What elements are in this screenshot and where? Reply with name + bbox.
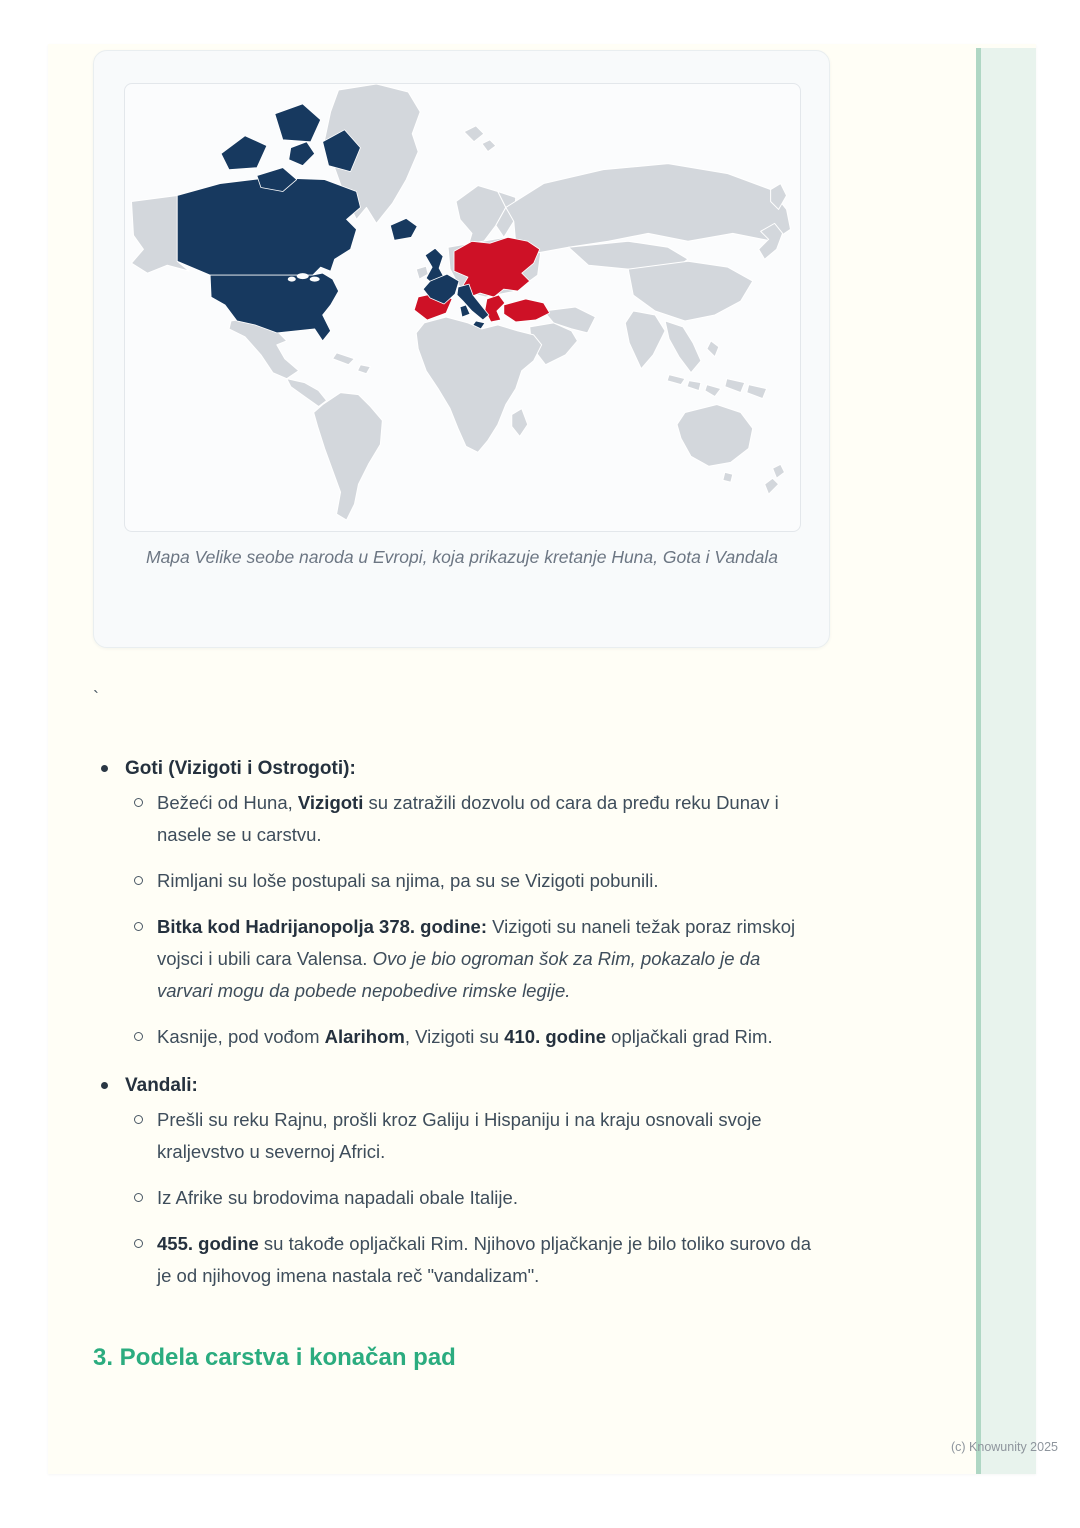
text-run: , Vizigoti su — [404, 1026, 505, 1047]
list-item — [93, 911, 823, 1007]
map-figure-card — [93, 50, 830, 648]
list-item-text — [157, 787, 813, 851]
bullet-circle-icon — [134, 922, 143, 931]
text-run: Alarihom — [324, 1026, 405, 1047]
list-item — [93, 1021, 823, 1053]
text-run: su takođe opljačkali Rim. Njihovo pljačkanje je bilo toliko surovo da je od njihovog imena nastala reč "vandalizam". — [157, 1233, 811, 1286]
list-item — [93, 787, 823, 851]
bullet-circle-icon — [134, 1193, 143, 1202]
bullet-circle-icon — [134, 798, 143, 807]
bullet-group-vandali — [93, 1069, 823, 1292]
text-run: Vizigoti — [297, 792, 364, 813]
text-run: Iz Afrike su brodovima napadali obale Italije. — [157, 1187, 518, 1208]
text-run: Prešli su reku Rajnu, prošli kroz Galiju i Hispaniju i na kraju osnovali svoje kraljevstvo u severnoj Africi. — [157, 1109, 762, 1162]
text-run: 410. godine — [504, 1026, 607, 1047]
list-item-text — [157, 1104, 813, 1168]
section-heading: 3. Podela carstva i konačan pad — [93, 1344, 456, 1371]
text-run: Rimljani su loše postupali sa njima, pa su se Vizigoti pobunili. — [157, 870, 659, 891]
figure-caption: Mapa Velike seobe naroda u Evropi, koja prikazuje kretanje Huna, Gota i Vandala — [146, 547, 778, 567]
text-run: Bežeći od Huna, — [157, 792, 298, 813]
text-run: Kasnije, pod vođom — [157, 1026, 325, 1047]
list-item — [93, 1182, 823, 1214]
document-page — [48, 44, 1058, 1474]
list-item-text — [157, 1182, 813, 1214]
bullet-disc-icon — [101, 1082, 108, 1089]
text-run: Ovo je bio ogroman šok za Rim, pokazalo je da varvari mogu da pobede nepobedive rimske legije. — [157, 948, 761, 1001]
bullet-circle-icon — [134, 1115, 143, 1124]
list-item-text — [157, 865, 813, 897]
bullet-disc-icon — [101, 765, 108, 772]
bullet-group-goti — [93, 752, 823, 1053]
stray-backtick-mark: ` — [93, 688, 99, 708]
page-edge-strip — [976, 48, 1036, 1474]
group-title: Vandali: — [125, 1075, 198, 1096]
bullet-row — [93, 752, 823, 785]
group-title: Goti (Vizigoti i Ostrogoti): — [125, 758, 356, 779]
text-run: Bitka kod Hadrijanopolja 378. godine: — [157, 916, 487, 937]
text-run: 455. godine — [157, 1233, 259, 1254]
notes-content — [93, 752, 823, 1308]
list-item — [93, 1104, 823, 1168]
bullet-circle-icon — [134, 1032, 143, 1041]
text-run: Vizigoti su naneli težak poraz rimskoj vojsci i ubili cara Valensa. — [157, 916, 796, 969]
list-item-text — [157, 1021, 813, 1053]
bullet-circle-icon — [134, 876, 143, 885]
list-item — [93, 1228, 823, 1292]
bullet-circle-icon — [134, 1239, 143, 1248]
copyright-footer: (c) Knowunity 2025 — [950, 1440, 1058, 1454]
text-run: opljačkali grad Rim. — [606, 1026, 773, 1047]
list-item-text — [157, 1228, 813, 1292]
list-item — [93, 865, 823, 897]
list-item-text — [157, 911, 813, 1007]
world-map-panel — [124, 83, 801, 532]
world-map — [125, 84, 800, 531]
text-run: su zatražili dozvolu od cara da pređu reku Dunav i nasele se u carstvu. — [157, 792, 779, 845]
bullet-row — [93, 1069, 823, 1102]
